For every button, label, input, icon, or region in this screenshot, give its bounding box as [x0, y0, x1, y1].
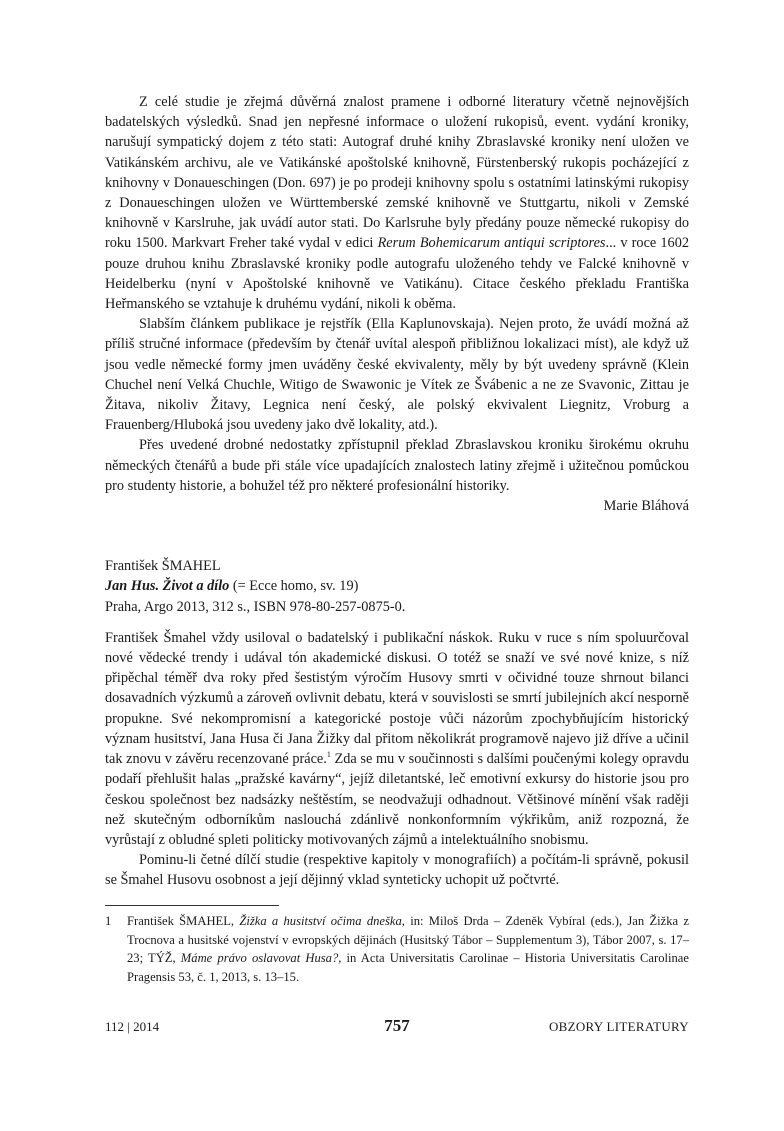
footnote-segment: František ŠMAHEL,	[127, 914, 240, 928]
page-footer	[105, 1016, 689, 1040]
book-author: František ŠMAHEL	[105, 558, 221, 575]
footnote-reference[interactable]: 1	[326, 750, 331, 760]
page-body	[105, 92, 689, 891]
footnote-text	[127, 912, 689, 986]
review-paragraph	[105, 628, 689, 850]
footnote-segment: in: Miloš Drda – Zdeněk Vybíral (eds.), Jan Žižka z Trocnova a husitské vojenství v evropských dějinách (Husitský Tábor – Supplementum 3), Tábor 2007, s. 17–23; TÝŽ,	[127, 914, 689, 966]
footnote-title: Máme právo oslavovat Husa?,	[180, 951, 342, 966]
review-paragraph: Pominu-li četné dílčí studie (respektive kapitoly v monografiích) a počítám-li správně, pokusil se Šmahel Husovu osobnost a její dějinný vklad synteticky uchopit už počtvrté.	[105, 852, 689, 889]
footnote-segment: in Acta Universitatis Carolinae – Historia Universitatis Carolinae Pragensis 53, č. 1, 2013, s. 13–15.	[127, 951, 689, 984]
footnote-divider	[105, 905, 279, 906]
issue-number: 112 | 2014	[105, 1019, 160, 1034]
book-series: (= Ecce homo, sv. 19)	[229, 578, 359, 595]
paragraph-text: Zda se mu v součinnosti s dalšími poučenými kolegy opravdu podaří přehlušit halas „pražské kavárny“, jejíž diletantské, leč emotivní exkursy do historie jsou pro českou společnost bez nadsázky neštěstím, se neodvažuji odhadnout. Většinové mínění však raději než skutečným odborníkům naslouchá zdánlivě nonkonformním výkřikům, aniž rozpozná, že vyrůstají z obludné spleti politicky motivovaných zájmů a intelektuálního snobismu.	[105, 751, 689, 848]
page-number: 757	[384, 1016, 410, 1035]
review-paragraph: Přes uvedené drobné nedostatky zpřístupnil překlad Zbraslavskou kroniku širokému okruhu německých čtenářů a bude při stále více upadajících znalostech latiny zřejmě i užitečnou pomůckou pro studenty historie, a bohužel též pro některé profesionální historiky.	[105, 437, 689, 494]
book-publication: Praha, Argo 2013, 312 s., ISBN 978-80-257-0875-0.	[105, 598, 406, 615]
paragraph-text: ... v roce 1602 pouze druhou knihu Zbraslavské kroniky podle autografu uloženého tehdy ve Falcké knihovně v Heidelberku (nyní v Apoštolské knihovně ve Vatikánu). Citace českého překladu Františka Heřmanského se vztahuje k druhému vydání, nikoli k oběma.	[105, 235, 690, 313]
reviewer-signature: Marie Bláhová	[603, 498, 689, 515]
book-title-line	[105, 576, 689, 596]
review-paragraph: Slabším článkem publikace je rejstřík (Ella Kaplunovskaja). Nejen proto, že uvádí možná až příliš stručné informace (především by čtenář uvítal alespoň přibližnou lokalizaci míst), ale když už jsou vedle německé formy jmen uváděny české ekvivalenty, měly by být uvedeny správně (Klein Chuchel není Velká Chuchle, Witigo de Swawonic je Vítek ze Švábenic a ne ze Svavonic, Zittau je Žitava, nikoliv Žitavy, Legnica není český, ale polský ekvivalent Liegnitz, Vroburg a Frauenberg/Hluboká jsou uvedeny jako dvě lokality, atd.).	[105, 316, 689, 434]
footnote-title: Žižka a husitství očima dneška,	[239, 914, 405, 928]
footnote-number: 1	[105, 914, 112, 928]
journal-name: OBZORY LITERATURY	[548, 1019, 689, 1034]
book-title: Jan Hus. Život a dílo	[105, 578, 230, 595]
review-paragraph	[105, 92, 689, 314]
edition-title: Rerum Bohemicarum antiqui scriptores	[377, 235, 606, 252]
review-text	[105, 628, 689, 891]
footnote	[105, 912, 689, 986]
paragraph-text: Z celé studie je zřejmá důvěrná znalost pramene i odborné literatury včetně nejnovějších badatelských výsledků. Snad jen nepřesné informace o uložení rukopisů, event. vydání kroniky, narušují sympatický dojem z této stati: Autograf druhé knihy Zbraslavské kroniky není uložen ve Vatikánském archivu, ale ve Vatikánské apoštolské knihovně, Fürstenberský rukopis pocházející z knihovny v Donaueschingen (Don. 697) je po prodeji knihovny spolu s ostatními latinskými rukopisy z Donaueschingen uložen ve Württemberské zemské knihovně ve Stuttgartu, nikoli v Zemské knihovně v Karslruhe, jak uvádí autor stati. Do Karlsruhe byly předány pouze německé rukopisy do roku 1500. Markvart Freher také vydal v edici	[105, 94, 689, 252]
book-citation	[105, 556, 689, 617]
paragraph-text: František Šmahel vždy usiloval o badatelský i publikační náskok. Ruku v ruce s ním spoluurčoval nové vědecké trendy i udával tón akademické diskusi. O totéž se snaží ve své nové knize, s níž připěchal téměř dva roky před šestistým výročím Husovy smrti v očividné touze shrnout bilanci dosavadních výzkumů a zároveň ovlivnit debatu, která v souvislosti se smrtí jubilejních akcí nesporně propukne. Své nekompromisní a kategorické postoje vůči názorům zpochybňujícím historický význam husitství, Jana Husa či Jana Žižky dal přitom několikrát programově najevo již dříve a učinil tak znovu v závěru recenzované práce.	[105, 629, 689, 768]
